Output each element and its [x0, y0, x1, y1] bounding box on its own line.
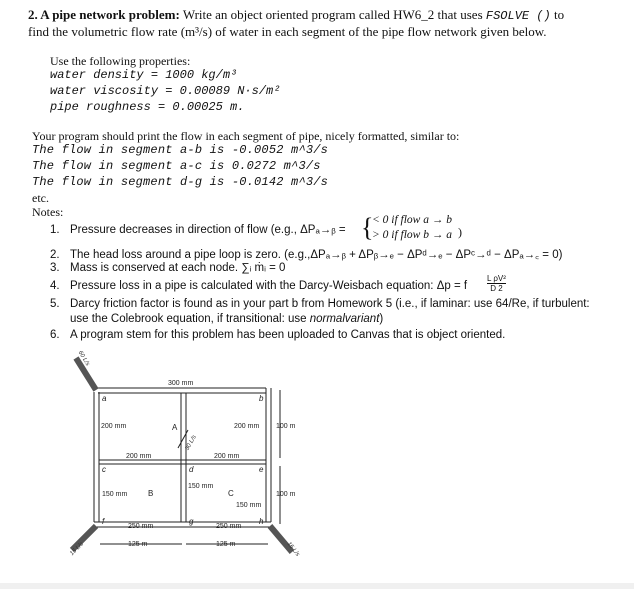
note-text: ): [379, 313, 384, 325]
output-line: The flow in segment a-b is -0.0052 m^3/s: [32, 143, 329, 157]
property-line: water viscosity = 0.00089 N·s/m²: [50, 84, 281, 98]
output-intro: Your program should print the flow in each segment of pipe, nicely formatted, similar to:: [32, 129, 460, 143]
diam-label: 250 mm: [128, 523, 154, 530]
note-text: A program stem for this problem has been uploaded to Canvas that is object oriented.: [70, 329, 506, 341]
note-text: Pressure loss in a pipe is calculated with the Darcy-Weisbach equation: Δp = f: [70, 280, 468, 292]
loop-label: B: [148, 489, 154, 498]
length-label: 125 m: [128, 541, 148, 548]
property-line: water density = 1000 kg/m³: [50, 68, 238, 82]
note-text: Darcy friction factor is found as in your part b from Homework 5 (i.e., if laminar: use 64/Re, if turbulent:: [70, 298, 590, 310]
footer-bar: [0, 583, 634, 589]
note-number: 6.: [50, 329, 60, 341]
problem-title: 2. A pipe network problem:: [28, 7, 180, 22]
note-text: Pressure decreases in direction of flow (e.g., ΔPₐ→ᵦ =: [70, 224, 346, 236]
note-number: 3.: [50, 262, 60, 274]
properties-heading: Use the following properties:: [50, 54, 191, 68]
flow-label: 15 L/s: [285, 541, 301, 558]
close-paren: ): [458, 225, 462, 239]
note-1-case-a: < 0 if flow a → b: [372, 214, 452, 226]
node-label: b: [259, 394, 264, 403]
node-label: a: [102, 394, 107, 403]
loop-label: C: [228, 489, 234, 498]
fraction-top: L ρV²: [487, 274, 506, 283]
output-line: The flow in segment a-c is 0.0272 m^3/s: [32, 159, 321, 173]
diam-label: 150 mm: [188, 483, 214, 490]
node-label: g: [189, 517, 194, 526]
note-text: Mass is conserved at each node. ∑ᵢ ṁᵢ = 0: [70, 262, 286, 274]
loop-label: A: [172, 423, 178, 432]
diam-label: 200 mm: [214, 453, 240, 460]
diam-label: 150 mm: [236, 502, 262, 509]
length-label: 100 m: [276, 423, 296, 430]
property-line: pipe roughness = 0.00025 m.: [50, 100, 245, 114]
node-label: e: [259, 465, 264, 474]
notes-label: Notes:: [32, 205, 64, 219]
length-label: 100 m: [276, 491, 296, 498]
flow-label: 15 L/s: [69, 541, 85, 558]
normalvariant-text: normalvariant: [309, 313, 380, 325]
fsolve-label: FSOLVE (): [485, 9, 551, 23]
etc-text: etc.: [32, 191, 49, 205]
fraction-bottom: D 2: [490, 284, 503, 293]
note-number: 4.: [50, 280, 60, 292]
top-length-label: 300 mm: [168, 380, 194, 387]
diam-label: 200 mm: [101, 423, 127, 430]
note-number: 1.: [50, 224, 60, 236]
problem-intro-line2: find the volumetric flow rate (m³/s) of water in each segment of the pipe flow network given below.: [28, 24, 547, 39]
problem-intro-end: to: [550, 7, 565, 22]
note-text: The head loss around a pipe loop is zero. (e.g.,ΔPₐ→ᵦ + ΔPᵦ→ₑ − ΔPᵈ→ₑ − ΔPᶜ→ᵈ − ΔPₐ→꜀ = 0): [70, 249, 563, 261]
note-1-case-b: > 0 if flow b → a: [372, 229, 452, 241]
flow-label: 60 L/s: [76, 350, 91, 368]
diam-label: 150 mm: [102, 491, 128, 498]
length-label: 125 m: [216, 541, 236, 548]
node-label: h: [259, 517, 264, 526]
note-number: 5.: [50, 298, 60, 310]
diam-label: 200 mm: [126, 453, 152, 460]
note-number: 2.: [50, 249, 60, 261]
brace: {: [361, 213, 374, 242]
node-label: c: [102, 465, 106, 474]
diam-label: 200 mm: [234, 423, 260, 430]
output-line: The flow in segment d-g is -0.0142 m^3/s: [32, 175, 329, 189]
node-label: d: [189, 465, 194, 474]
problem-intro: Write an object oriented program called HW6_2 that uses: [179, 7, 486, 22]
node-label: f: [102, 517, 105, 526]
flow-label: 30 L/s: [184, 434, 198, 452]
diam-label: 250 mm: [216, 523, 242, 530]
note-text: use the Colebrook equation, if transitional: use: [70, 313, 310, 325]
